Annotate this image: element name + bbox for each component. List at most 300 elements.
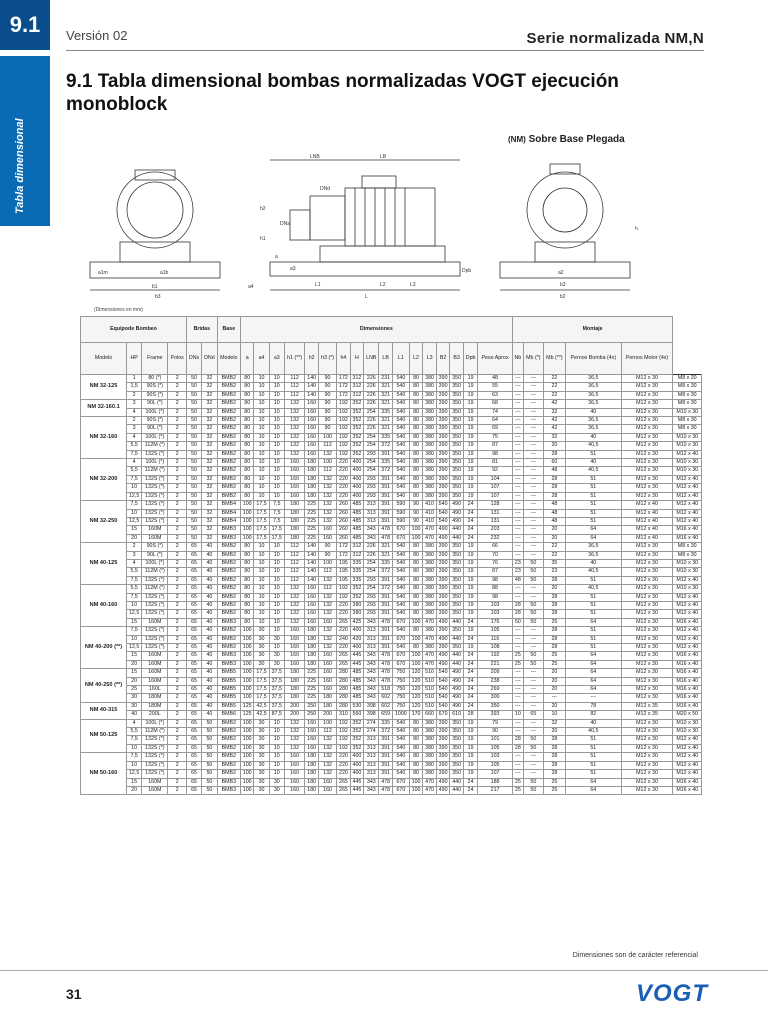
table-cell: 50: [186, 408, 201, 416]
table-cell: 10: [127, 509, 142, 517]
table-cell: M16 x 40: [673, 686, 702, 694]
table-cell: 112: [318, 568, 336, 576]
table-cell: ---: [523, 677, 543, 685]
table-cell: 352: [350, 408, 364, 416]
table-cell: 24: [463, 517, 478, 525]
table-cell: 50: [186, 509, 201, 517]
table-cell: 390: [436, 459, 450, 467]
pump-technical-drawings: [80, 150, 700, 306]
table-cell: 160: [318, 526, 336, 534]
table-cell: 40: [202, 568, 218, 576]
table-cell: 40: [202, 644, 218, 652]
table-cell: 343: [364, 669, 379, 677]
table-cell: BMB2: [217, 484, 240, 492]
table-cell: 4: [127, 719, 142, 727]
table-cell: 10: [254, 551, 269, 559]
table-cell: 2: [168, 450, 187, 458]
table-cell: BMB2: [217, 593, 240, 601]
table-row: [81, 728, 702, 736]
table-cell: 280: [337, 702, 351, 710]
table-cell: 15: [127, 526, 142, 534]
table-cell: 100: [318, 559, 336, 567]
table-cell: 540: [392, 375, 409, 383]
table-cell: 350: [450, 433, 464, 441]
table-cell: 64: [566, 669, 622, 677]
table-cell: 220: [337, 770, 351, 778]
table-row: [81, 593, 702, 601]
table-cell: 65: [186, 753, 201, 761]
table-cell: 65: [186, 568, 201, 576]
table-cell: 160: [284, 761, 305, 769]
table-cell: 343: [364, 652, 379, 660]
table-cell: 24: [463, 669, 478, 677]
table-cell: 660: [423, 711, 437, 719]
table-cell: 40,5: [566, 728, 622, 736]
table-cell: ---: [512, 375, 523, 383]
table-header: [81, 317, 702, 375]
table-cell: 10: [254, 450, 269, 458]
table-cell: 80: [409, 417, 423, 425]
table-cell: 25: [512, 652, 523, 660]
table-cell: 180: [305, 635, 319, 643]
table-cell: 90: [318, 400, 336, 408]
table-cell: 160: [284, 652, 305, 660]
table-cell: 350: [450, 400, 464, 408]
table-cell: 22: [543, 383, 565, 391]
table-cell: 51: [566, 744, 622, 752]
table-cell: 40: [202, 576, 218, 584]
table-cell: ---: [512, 593, 523, 601]
table-cell: 17,5: [254, 517, 269, 525]
table-cell: 10: [269, 576, 284, 584]
table-cell: 180: [305, 467, 319, 475]
table-cell: 321: [379, 391, 393, 399]
table-row: [81, 694, 702, 702]
table-cell: 350: [450, 442, 464, 450]
table-cell: 20: [543, 669, 565, 677]
table-cell: 293: [364, 576, 379, 584]
table-cell: 100: [240, 753, 254, 761]
side-motor: [345, 188, 435, 246]
table-cell: 40: [202, 677, 218, 685]
table-cell: M12 x 30: [621, 753, 673, 761]
table-cell: 485: [350, 677, 364, 685]
dim-l2: L2: [380, 282, 386, 288]
group-equipo: Equipode Bombeo: [81, 317, 187, 343]
table-cell: 10: [254, 618, 269, 626]
table-cell: 391: [379, 517, 393, 525]
table-cell: 293: [364, 610, 379, 618]
table-cell: 350: [450, 559, 464, 567]
table-cell: 80: [240, 450, 254, 458]
table-cell: 293: [364, 601, 379, 609]
table-cell: 220: [337, 459, 351, 467]
table-cell: 312: [350, 543, 364, 551]
table-cell: 490: [436, 526, 450, 534]
table-cell: 750: [392, 686, 409, 694]
table-cell: 32: [202, 484, 218, 492]
table-cell: 180: [305, 627, 319, 635]
table-cell: 390: [436, 753, 450, 761]
table-cell: 32: [202, 467, 218, 475]
table-cell: ---: [523, 753, 543, 761]
table-cell: 400: [350, 475, 364, 483]
table-cell: 220: [337, 492, 351, 500]
table-cell: BMB2: [217, 383, 240, 391]
table-cell: 380: [423, 761, 437, 769]
table-cell: 80: [409, 408, 423, 416]
table-cell: 132: [284, 728, 305, 736]
table-cell: ---: [512, 492, 523, 500]
table-cell: 225: [305, 517, 319, 525]
table-cell: 313: [364, 635, 379, 643]
table-cell: M8 x 30: [673, 391, 702, 399]
table-cell: 112: [284, 576, 305, 584]
table-cell: 313: [364, 501, 379, 509]
table-cell: 390: [436, 610, 450, 618]
table-cell: 490: [450, 669, 464, 677]
table-cell: 30: [254, 744, 269, 752]
table-cell: ---: [523, 433, 543, 441]
table-cell: 160M: [142, 669, 168, 677]
table-cell: 160: [318, 660, 336, 668]
table-cell: 98: [478, 450, 512, 458]
table-cell: 80: [240, 559, 254, 567]
table-cell: 17,5: [254, 534, 269, 542]
table-cell: 32: [543, 433, 565, 441]
table-cell: 390: [436, 484, 450, 492]
table-cell: 80: [240, 459, 254, 467]
table-cell: 100: [240, 534, 254, 542]
column-header: HP: [127, 343, 142, 375]
table-cell: 17,5: [254, 526, 269, 534]
dim-b3: b3: [560, 282, 566, 288]
table-cell: 10: [254, 459, 269, 467]
front-base: [90, 262, 220, 278]
table-cell: 2: [168, 694, 187, 702]
table-cell: 30: [254, 627, 269, 635]
table-cell: 490: [450, 686, 464, 694]
model-name: NM 40-160: [81, 585, 127, 627]
table-cell: 380: [423, 568, 437, 576]
table-cell: 19: [463, 408, 478, 416]
table-cell: 100: [240, 660, 254, 668]
table-cell: 132: [284, 601, 305, 609]
table-cell: 293: [364, 450, 379, 458]
table-cell: 220: [337, 761, 351, 769]
table-cell: 180: [284, 694, 305, 702]
table-cell: 254: [364, 559, 379, 567]
table-cell: 132: [318, 576, 336, 584]
table-cell: 32: [202, 526, 218, 534]
table-cell: BMB2: [217, 400, 240, 408]
table-cell: 180: [284, 669, 305, 677]
table-cell: 65: [186, 585, 201, 593]
table-cell: 410: [423, 501, 437, 509]
table-cell: 540: [392, 543, 409, 551]
table-cell: 160: [284, 786, 305, 794]
table-cell: 12,5: [127, 770, 142, 778]
table-cell: M12 x 30: [621, 694, 673, 702]
table-cell: 343: [364, 618, 379, 626]
table-cell: 250: [305, 702, 319, 710]
table-cell: 10: [269, 375, 284, 383]
table-cell: ---: [512, 475, 523, 483]
table-cell: 380: [423, 442, 437, 450]
table-cell: 670: [392, 786, 409, 794]
table-cell: ---: [523, 526, 543, 534]
table-cell: M10 x 30: [673, 467, 702, 475]
table-cell: 238: [478, 677, 512, 685]
table-cell: 350: [450, 484, 464, 492]
table-cell: 105: [478, 761, 512, 769]
table-cell: 400: [350, 484, 364, 492]
table-cell: M12 x 40: [673, 517, 702, 525]
table-cell: 390: [436, 551, 450, 559]
table-cell: BMB2: [217, 601, 240, 609]
table-cell: 160: [305, 417, 319, 425]
column-header: B3: [450, 343, 464, 375]
table-cell: 132S (*): [142, 576, 168, 584]
column-header: h1 (**): [284, 343, 305, 375]
table-cell: 25: [512, 778, 523, 786]
table-cell: 30: [254, 719, 269, 727]
table-cell: 180: [284, 534, 305, 542]
table-cell: 180: [284, 686, 305, 694]
table-cell: 390: [436, 627, 450, 635]
table-cell: 226: [364, 391, 379, 399]
table-cell: M16 x 40: [673, 786, 702, 794]
table-cell: 132: [284, 585, 305, 593]
table-cell: 80: [409, 475, 423, 483]
table-cell: 180: [305, 786, 319, 794]
table-cell: 380: [423, 433, 437, 441]
table-cell: 4: [127, 408, 142, 416]
table-cell: BMB2: [217, 425, 240, 433]
table-cell: 65: [186, 660, 201, 668]
table-cell: 80: [409, 719, 423, 727]
table-cell: 226: [364, 400, 379, 408]
table-cell: 100: [240, 635, 254, 643]
table-cell: BMB2: [217, 770, 240, 778]
group-base: Base: [217, 317, 240, 343]
table-cell: ---: [512, 459, 523, 467]
table-cell: 30: [127, 702, 142, 710]
table-cell: BMB2: [217, 568, 240, 576]
table-cell: 343: [364, 778, 379, 786]
table-cell: 380: [423, 753, 437, 761]
table-cell: 17,5: [254, 694, 269, 702]
table-cell: 540: [392, 417, 409, 425]
table-cell: 400: [350, 459, 364, 467]
table-cell: 343: [364, 686, 379, 694]
table-cell: 40: [566, 559, 622, 567]
table-cell: 293: [364, 593, 379, 601]
table-cell: 160M: [142, 526, 168, 534]
table-cell: 55: [478, 383, 512, 391]
table-cell: 10: [269, 459, 284, 467]
table-cell: 50: [186, 391, 201, 399]
table-cell: 30: [254, 778, 269, 786]
table-cell: 15: [127, 669, 142, 677]
table-cell: ---: [523, 517, 543, 525]
table-cell: 90L (*): [142, 551, 168, 559]
footnote: Dimensiones son de carácter referencial: [572, 952, 698, 959]
table-cell: ---: [523, 593, 543, 601]
table-cell: 280: [337, 669, 351, 677]
table-cell: M10 x 30: [673, 559, 702, 567]
table-cell: 65: [186, 728, 201, 736]
table-cell: 80: [409, 467, 423, 475]
footer-divider: [0, 970, 768, 971]
column-header: L3: [423, 343, 437, 375]
table-cell: 24: [463, 660, 478, 668]
table-cell: 478: [379, 652, 393, 660]
table-cell: 51: [566, 450, 622, 458]
table-cell: 20: [543, 442, 565, 450]
table-cell: M10 x 30: [673, 442, 702, 450]
table-cell: 470: [423, 635, 437, 643]
table-cell: 540: [392, 610, 409, 618]
units-note: (Dimensiones en mm): [94, 307, 143, 313]
table-cell: 510: [423, 677, 437, 685]
table-cell: 51: [566, 753, 622, 761]
table-cell: 410: [423, 509, 437, 517]
table-cell: 40: [202, 551, 218, 559]
table-cell: 10: [254, 425, 269, 433]
table-cell: M12 x 30: [621, 635, 673, 643]
table-cell: 90: [318, 417, 336, 425]
table-cell: 391: [379, 610, 393, 618]
front-view: [90, 170, 220, 290]
table-cell: 65: [186, 711, 201, 719]
table-cell: 180: [284, 526, 305, 534]
table-cell: ---: [523, 770, 543, 778]
table-cell: M12 x 40: [621, 501, 673, 509]
table-cell: 510: [423, 669, 437, 677]
table-cell: ---: [512, 686, 523, 694]
table-cell: 19: [463, 585, 478, 593]
table-cell: 15: [127, 618, 142, 626]
table-cell: 19: [463, 467, 478, 475]
model-name: NM 32-250: [81, 501, 127, 543]
table-cell: 540: [436, 677, 450, 685]
table-cell: 180: [305, 644, 319, 652]
table-row: [81, 686, 702, 694]
table-cell: 540: [392, 459, 409, 467]
table-cell: 195: [337, 576, 351, 584]
table-cell: 51: [566, 501, 622, 509]
table-cell: M8 x 30: [673, 543, 702, 551]
table-cell: 160: [318, 778, 336, 786]
table-cell: 19: [463, 568, 478, 576]
table-cell: 540: [436, 686, 450, 694]
table-cell: 42: [543, 400, 565, 408]
table-cell: 540: [392, 551, 409, 559]
table-cell: 78: [566, 702, 622, 710]
table-cell: 220: [337, 484, 351, 492]
table-cell: 28: [512, 736, 523, 744]
table-cell: 100: [318, 433, 336, 441]
table-cell: 180: [305, 761, 319, 769]
table-cell: 103: [478, 601, 512, 609]
table-cell: M20 x 50: [673, 711, 702, 719]
table-cell: ---: [512, 644, 523, 652]
table-cell: 540: [436, 517, 450, 525]
table-cell: M12 x 40: [673, 492, 702, 500]
table-cell: 390: [436, 728, 450, 736]
table-cell: 180: [284, 501, 305, 509]
dim-b3-front: b3: [155, 294, 161, 300]
table-cell: 160: [284, 475, 305, 483]
table-cell: 28: [543, 761, 565, 769]
table-cell: 40: [202, 635, 218, 643]
table-cell: 312: [350, 383, 364, 391]
table-cell: M12 x 30: [621, 492, 673, 500]
table-cell: ---: [523, 635, 543, 643]
table-cell: 50: [202, 753, 218, 761]
table-cell: 140: [305, 559, 319, 567]
table-cell: 10: [269, 610, 284, 618]
table-cell: 112M (*): [142, 442, 168, 450]
table-cell: 2: [168, 551, 187, 559]
table-cell: 390: [436, 383, 450, 391]
table-cell: M10 x 30: [673, 459, 702, 467]
table-cell: 80: [409, 601, 423, 609]
table-cell: 20: [543, 526, 565, 534]
table-cell: 65: [186, 761, 201, 769]
table-cell: 19: [463, 417, 478, 425]
table-cell: 380: [350, 610, 364, 618]
table-cell: 160: [318, 618, 336, 626]
table-cell: 50: [523, 736, 543, 744]
table-cell: 50: [523, 786, 543, 794]
table-row: [81, 644, 702, 652]
table-cell: 352: [350, 736, 364, 744]
table-cell: 10: [269, 728, 284, 736]
dim-l: L: [365, 294, 368, 300]
table-cell: 50: [202, 719, 218, 727]
table-cell: 80: [240, 375, 254, 383]
table-cell: M10 x 30: [673, 408, 702, 416]
table-cell: 132S (*): [142, 509, 168, 517]
table-cell: M10 x 30: [673, 719, 702, 727]
table-cell: 82: [566, 711, 622, 719]
table-cell: 250: [305, 711, 319, 719]
table-cell: 65: [186, 559, 201, 567]
table-cell: 40: [202, 610, 218, 618]
table-cell: 90: [409, 501, 423, 509]
table-cell: 540: [392, 728, 409, 736]
table-cell: 100: [240, 526, 254, 534]
side-pump: [310, 196, 345, 240]
table-cell: 132: [284, 610, 305, 618]
table-cell: 100: [240, 736, 254, 744]
table-cell: 40: [566, 433, 622, 441]
table-cell: ---: [523, 408, 543, 416]
table-cell: 540: [392, 585, 409, 593]
table-cell: 19: [463, 475, 478, 483]
table-cell: 132: [284, 450, 305, 458]
table-cell: 17,5: [269, 534, 284, 542]
table-cell: 10: [254, 568, 269, 576]
table-cell: 391: [379, 576, 393, 584]
table-cell: 7,5: [269, 509, 284, 517]
model-name: NM 40-125: [81, 543, 127, 585]
table-cell: 10: [254, 383, 269, 391]
table-cell: ---: [523, 400, 543, 408]
table-cell: 160M: [142, 534, 168, 542]
